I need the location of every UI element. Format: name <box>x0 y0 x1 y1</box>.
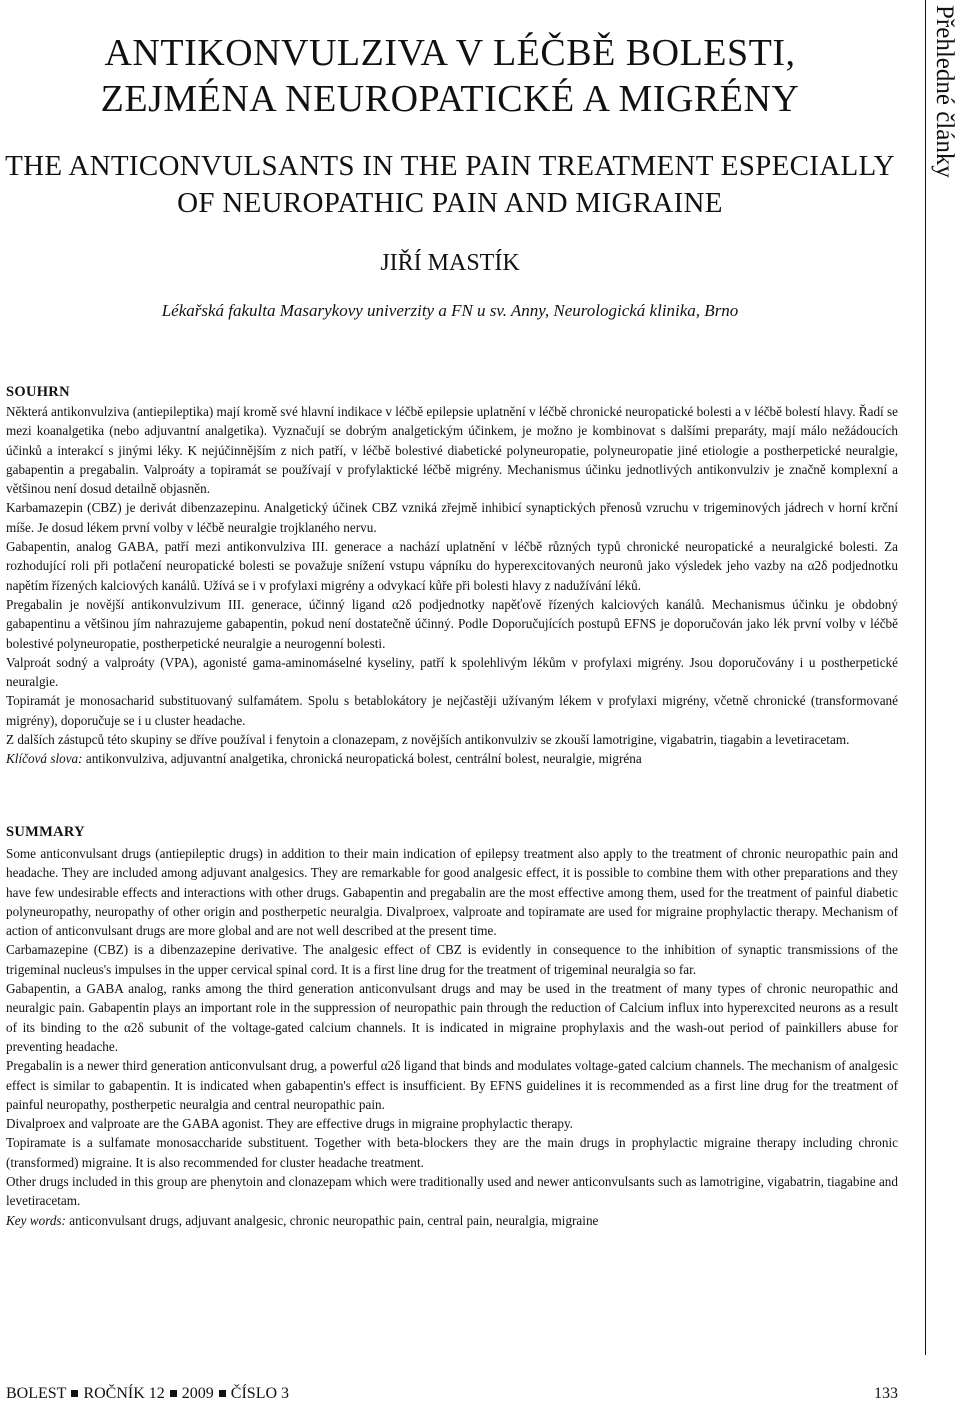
square-bullet-icon <box>71 1390 78 1397</box>
abstract-english <box>6 822 898 1230</box>
journal-year: 2009 <box>181 1385 214 1402</box>
title-czech <box>0 30 900 122</box>
keywords-english-label: Key words: <box>6 1212 66 1228</box>
title-czech-line1: ANTIKONVULZIVA V LÉČBĚ BOLESTI, <box>104 32 796 74</box>
abstract-english-paragraph: Other drugs included in this group are phenytoin and clonazepam which were traditionally used and newer anticonvulsants such as lamotrigine, vigabatrin, tiagabine and levetiracetam. <box>6 1174 898 1209</box>
journal-name: BOLEST <box>6 1385 67 1402</box>
keywords-czech <box>6 749 898 768</box>
abstract-english-paragraph: Gabapentin, a GABA analog, ranks among the third generation anticonvulsant drugs and may be used in the treatment of many types of chronic neuropathic and neuralgic pain. Gabapentin plays an important role in the suppression of neuropathic pain through the reduction of Calcium influx into hyperexcited neurons as a result of its binding to the α2δ subunit of the voltage-gated calcium channels. It is indicated in migraine prophylaxis and the wash-out period of painkillers abuse for preventing headache. <box>6 981 898 1054</box>
abstract-czech <box>6 382 898 769</box>
abstract-english-paragraph: Divalproex and valproate are the GABA agonist. They are effective drugs in migraine prophylactic therapy. <box>6 1116 573 1132</box>
title-english-line1: THE ANTICONVULSANTS IN THE PAIN TREATMENT ESPECIALLY <box>5 150 895 182</box>
side-tab <box>925 0 960 1355</box>
abstract-czech-paragraph: Některá antikonvulziva (antiepileptika) mají kromě své hlavní indikace v léčbě epilepsie uplatnění v léčbě chronické neuropatické bolesti a v léčbě bolestí hlavy. Řadí se mezi koanalgetika (nebo adjuvantní analgetika). Vyznačují se dobrým analgetickým účinkem, je možno je kombinovat s dalšími preparáty, mají málo nežádoucích účinků a interakcí s jinými léky. K nejúčinnějším z nich patří, v léčbě bolestivé diabetické polyneuropatie, polyneuropatie jiné etiologie a postherpetické neuralgie, gabapentin a pregabalin. Valproáty a topiramát se používají v profylaktické léčbě migrény. Mechanismus účinku jednotlivých antikonvulziv je značně komplexní a většinou není dosud detailně objasněn. <box>6 404 898 497</box>
journal-volume: ROČNÍK 12 <box>83 1385 165 1402</box>
abstract-czech-paragraph: Topiramát je monosacharid substituovaný sulfamátem. Spolu s betablokátory je nejčastěji užívaným lékem v profylaxi migrény, včetně chronické (transformované migrény), doporučuje se i u cluster headache. <box>6 693 898 728</box>
title-english <box>0 148 900 222</box>
title-english-line2: OF NEUROPATHIC PAIN AND MIGRAINE <box>177 187 723 219</box>
abstract-czech-paragraph: Valproát sodný a valproáty (VPA), agonisté gama-aminomáselné kyseliny, patří k spolehlivým lékům v profylaxi migrény. Jsou doporučovány i u postherpetické neuralgie. <box>6 654 898 690</box>
abstract-english-heading: SUMMARY <box>6 824 85 840</box>
author-name: JIŘÍ MASTÍK <box>380 250 520 276</box>
abstract-czech-paragraph: Gabapentin, analog GABA, patří mezi antikonvulziva III. generace a nachází uplatnění v léčbě různých typů chronické neuropatické a neuralgické bolesti. Za rozhodující roli při potlačení neuropatické bolesti se považuje snížení vstupu vápníku do hyperexcitovaných neuronů jako výsledek jeho vazby na α2δ podjednotku napětím řízených kalciových kanálů. Užívá se i v profylaxi migrény a odvykací kůře při bolesti hlavy z nadužívání léků. <box>6 539 898 593</box>
abstract-english-paragraph: Pregabalin is a newer third generation anticonvulsant drug, a powerful α2δ ligand that binds and modulates voltage-gated calcium channels. The mechanism of analgesic effect is similar to gabapentin. It is indicated when gabapentin's effect is insufficient. By EFNS guidelines it is recommended as a first line drug for the treatment of painful neuropathy, postherpetic neuralgia and central neuropathic pain. <box>6 1058 898 1112</box>
keywords-czech-list: antikonvulziva, adjuvantní analgetika, chronická neuropatická bolest, centrální bolest, neuralgie, migréna <box>82 751 642 767</box>
journal-footer <box>6 1384 289 1404</box>
author-affiliation: Lékařská fakulta Masarykovy univerzity a FN u sv. Anny, Neurologická klinika, Brno <box>161 301 739 320</box>
abstract-czech-paragraph: Z dalších zástupců této skupiny se dříve používal i fenytoin a clonazepam, z novějších antikonvulziv se zkouší lamotrigine, vigabatrin, tiagabin a levetiracetam. <box>6 732 850 748</box>
keywords-czech-label: Klíčová slova: <box>6 751 83 767</box>
keywords-english-list: anticonvulsant drugs, adjuvant analgesic, chronic neuropathic pain, central pain, neuralgia, migraine <box>65 1212 599 1228</box>
title-czech-line2: ZEJMÉNA NEUROPATICKÉ A MIGRÉNY <box>100 78 800 120</box>
square-bullet-icon <box>219 1390 226 1397</box>
journal-issue: ČÍSLO 3 <box>230 1385 290 1402</box>
abstract-czech-paragraph: Karbamazepin (CBZ) je derivát dibenzazepinu. Analgetický účinek CBZ vzniká zřejmě inhibicí synaptických přenosů vzruchu v trigeminových jádrech v horní krční míše. Je dosud lékem první volby v léčbě neuralgie trojklaného nervu. <box>6 500 898 535</box>
keywords-english <box>6 1211 898 1230</box>
abstract-czech-heading: SOUHRN <box>6 384 70 400</box>
abstract-english-paragraph: Topiramate is a sulfamate monosaccharide substituent. Together with beta-blockers they are the main drugs in prophylactic migraine therapy including chronic (transformed) migraine. It is also recommended for cluster headache treatment. <box>6 1135 898 1170</box>
abstract-english-paragraph: Carbamazepine (CBZ) is a dibenzazepine derivative. The analgesic effect of CBZ is evidently in consequence to the inhibition of synaptic transmissions of the trigeminal nucleus's impulses in the upper cervical spinal cord. It is a first line drug for the treatment of trigeminal neuralgia so far. <box>6 942 898 977</box>
abstract-english-paragraph: Some anticonvulsant drugs (antiepileptic drugs) in addition to their main indication of epilepsy treatment also apply to the treatment of chronic neuropathic pain and headache. They are included among adjuvant analgesics. They are remarkable for good analgesic effect, it is possible to combine them with other preparations and they have few undesirable effects and interactions with other drugs. Gabapentin and pregabalin are the most effective among them, used for the treatment of painful diabetic polyneuropathy, neuropathy of other origin and postherpetic neuralgia. Divalproex, valproate and topiramate are used for migraine prophylactic therapy. Mechanism of action of anticonvulsant drugs are more global and are not well described at the present time. <box>6 846 898 939</box>
section-side-label: Přehledné články <box>931 5 958 178</box>
abstract-czech-paragraph: Pregabalin je novější antikonvulzivum III. generace, účinný ligand α2δ podjednotky napěťově řízených kalciových kanálů. Mechanismus účinku je obdobný gabapentinu a většinou jím nahrazujeme gabapentin, pokud není dostatečně účinný. Podle Doporučujících postupů EFNS je doporučován jako lék první volby v léčbě bolestivé polyneuropatie, postherpetické neuralgie a neurogenní bolesti. <box>6 596 898 651</box>
square-bullet-icon <box>170 1390 177 1397</box>
page-number: 133 <box>874 1385 898 1402</box>
